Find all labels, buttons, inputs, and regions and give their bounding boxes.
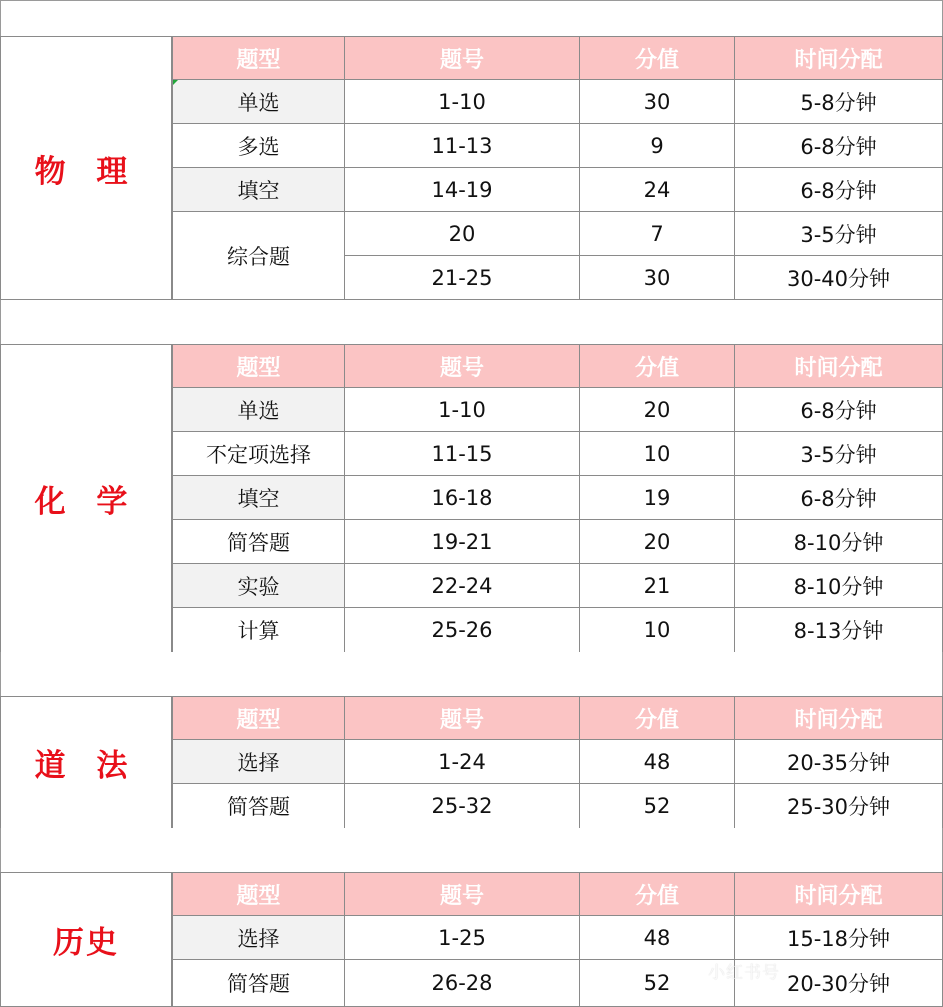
header-score: 分值 [579, 872, 735, 916]
header-type: 题型 [172, 872, 345, 916]
header-number: 题号 [344, 344, 580, 388]
cell-type: 简答题 [172, 519, 345, 564]
header-type: 题型 [172, 344, 345, 388]
cell-time: 5-8分钟 [734, 79, 943, 124]
cell-number: 1-10 [344, 79, 580, 124]
cell-type: 实验 [172, 563, 345, 608]
header-time: 时间分配 [734, 872, 943, 916]
cell-type: 多选 [172, 123, 345, 168]
cell-number: 1-25 [344, 915, 580, 960]
cell-score: 48 [579, 915, 735, 960]
cell-time: 6-8分钟 [734, 387, 943, 432]
cell-time: 6-8分钟 [734, 123, 943, 168]
cell-type: 填空 [172, 167, 345, 212]
cell-time: 30-40分钟 [734, 255, 943, 300]
header-number: 题号 [344, 36, 580, 80]
cell-score: 24 [579, 167, 735, 212]
cell-time: 20-35分钟 [734, 739, 943, 784]
cell-score: 52 [579, 783, 735, 829]
header-time: 时间分配 [734, 344, 943, 388]
cell-time: 15-18分钟 [734, 915, 943, 960]
cell-number: 11-15 [344, 431, 580, 476]
cell-number: 25-32 [344, 783, 580, 829]
section-history [0, 872, 943, 1007]
subject-label: 化 学 [0, 344, 172, 653]
cell-time: 3-5分钟 [734, 431, 943, 476]
cell-type-merged: 综合题 [172, 211, 345, 300]
cell-number: 1-24 [344, 739, 580, 784]
cell-type: 选择 [172, 739, 345, 784]
cell-score: 30 [579, 255, 735, 300]
subject-label: 历史 [0, 872, 172, 1007]
cell-number: 26-28 [344, 959, 580, 1007]
cell-time: 8-10分钟 [734, 519, 943, 564]
cell-type: 简答题 [172, 959, 345, 1007]
header-type: 题型 [172, 36, 345, 80]
cell-time: 20-30分钟 [734, 959, 943, 1007]
cell-number: 11-13 [344, 123, 580, 168]
cell-score: 7 [579, 211, 735, 256]
cell-score: 10 [579, 607, 735, 653]
spacer-row [0, 828, 943, 872]
cell-time: 6-8分钟 [734, 475, 943, 520]
cell-type: 填空 [172, 475, 345, 520]
cell-type: 不定项选择 [172, 431, 345, 476]
section-physics [0, 36, 943, 300]
cell-score: 52 [579, 959, 735, 1007]
cell-time: 25-30分钟 [734, 783, 943, 829]
cell-time: 3-5分钟 [734, 211, 943, 256]
cell-score: 20 [579, 387, 735, 432]
cell-marker [173, 80, 178, 85]
cell-score: 48 [579, 739, 735, 784]
cell-time: 8-13分钟 [734, 607, 943, 653]
cell-score: 19 [579, 475, 735, 520]
cell-score: 20 [579, 519, 735, 564]
header-score: 分值 [579, 36, 735, 80]
cell-number: 20 [344, 211, 580, 256]
cell-type: 计算 [172, 607, 345, 653]
cell-time: 6-8分钟 [734, 167, 943, 212]
watermark-text: 小红书号 [708, 963, 780, 983]
cell-type: 简答题 [172, 783, 345, 829]
cell-number: 19-21 [344, 519, 580, 564]
header-time: 时间分配 [734, 36, 943, 80]
section-chemistry [0, 344, 943, 652]
cell-number: 21-25 [344, 255, 580, 300]
cell-score: 9 [579, 123, 735, 168]
cell-number: 16-18 [344, 475, 580, 520]
cell-score: 30 [579, 79, 735, 124]
cell-time: 8-10分钟 [734, 563, 943, 608]
header-time: 时间分配 [734, 696, 943, 740]
spacer-row [0, 0, 943, 37]
cell-score: 21 [579, 563, 735, 608]
header-number: 题号 [344, 696, 580, 740]
header-number: 题号 [344, 872, 580, 916]
subject-label: 道 法 [0, 696, 172, 829]
cell-type: 单选 [172, 387, 345, 432]
subject-label: 物 理 [0, 36, 172, 300]
cell-type: 单选 [172, 79, 345, 124]
cell-number: 22-24 [344, 563, 580, 608]
section-morality-law [0, 696, 943, 828]
cell-number: 14-19 [344, 167, 580, 212]
header-type: 题型 [172, 696, 345, 740]
header-score: 分值 [579, 344, 735, 388]
header-score: 分值 [579, 696, 735, 740]
spacer-row [0, 652, 943, 696]
spacer-row [0, 300, 943, 344]
cell-type: 选择 [172, 915, 345, 960]
cell-number: 1-10 [344, 387, 580, 432]
cell-score: 10 [579, 431, 735, 476]
cell-number: 25-26 [344, 607, 580, 653]
